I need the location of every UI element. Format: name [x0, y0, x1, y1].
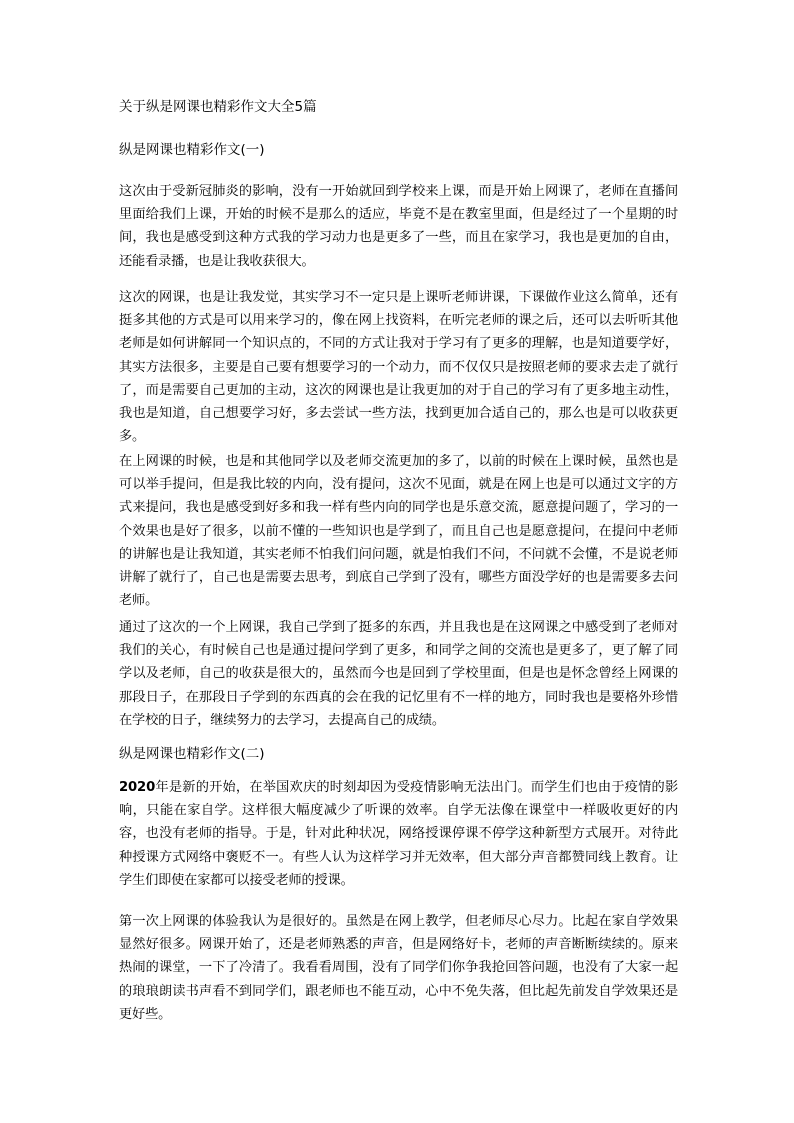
paragraph-1-4: 通过了这次的一个上网课，我自己学到了挺多的东西，并且我也是在这网课之中感受到了老师对我们的关心，有时候自己也是通过提问学到了更多，和同学之间的交流也是更多了，更了解了同学以及老师，自己的收获是很大的，虽然而今也是回到了学校里面，但是也是怀念曾经上网课的那段日子，在那段日子学到的东西真的会在我的记忆里有不一样的地方，同时我也是要格外珍惜在学校的日子，继续努力的去学习，去提高自己的成绩。	[119, 620, 678, 728]
paragraph-1-3: 在上网课的时候，也是和其他同学以及老师交流更加的多了，以前的时候在上课时候，虽然也是可以举手提问，但是我比较的内向，没有提问，这次不见面，就是在网上也是可以通过文字的方式来提问，我也是感受到好多和我一样有些内向的同学也是乐意交流，愿意提问题了，学习的一个效果也是好了很多，以前不懂的一些知识也是学到了，而且自己也是愿意提问，在提问中老师的讲解也是让我知道，其实老师不怕我们问问题，就是怕我们不问，不问就不会懂，不是说老师讲解了就行了，自己也是需要去思考，到底自己学到了没有，哪些方面没学好的也是需要多去问老师。	[119, 454, 678, 609]
paragraph-2-1-text: 年是新的开始，在举国欢庆的时刻却因为受疫情影响无法出门。而学生们也由于疫情的影响，只能在家自学。这样很大幅度减少了听课的效率。自学无法像在课堂中一样吸收更好的内容，也没有老师的指导。于是，针对此种状况，网络授课停课不停学这种新型方式展开。对待此种授课方式网络中褒贬不一。有些人认为这样学习并无效率，但大部分声音都赞同线上教育。让学生们即使在家都可以接受老师的授课。	[119, 780, 678, 888]
section-heading-2: 纵是网课也精彩作文(二)	[119, 746, 265, 762]
year-prefix: 2020	[119, 780, 156, 795]
document-title: 关于纵是网课也精彩作文大全5篇	[119, 99, 317, 115]
paragraph-2-2: 第一次上网课的体验我认为是很好的。虽然是在网上教学，但老师尽心尽力。比起在家自学效果显然好很多。网课开始了，还是老师熟悉的声音，但是网络好卡，老师的声音断断续续的。原来热闹的课堂，一下了冷清了。我看看周围，没有了同学们你争我抢回答问题，也没有了大家一起的琅琅朗读书声看不到同学们，跟老师也不能互动，心中不免失落，但比起先前发自学效果还是更好些。	[119, 914, 678, 1022]
paragraph-2-1	[119, 776, 678, 892]
paragraph-1-1: 这次由于受新冠肺炎的影响，没有一开始就回到学校来上课，而是开始上网课了，老师在直播间里面给我们上课，开始的时候不是那么的适应，毕竟不是在教室里面，但是经过了一个星期的时间，我也是感受到这种方式我的学习动力也是更多了一些，而且在家学习，我也是更加的自由，还能看录播，也是让我收获很大。	[119, 184, 678, 269]
section-heading-1: 纵是网课也精彩作文(一)	[119, 142, 265, 158]
paragraph-1-2: 这次的网课，也是让我发觉，其实学习不一定只是上课听老师讲课，下课做作业这么简单，还有挺多其他的方式是可以用来学习的，像在网上找资料，在听完老师的课之后，还可以去听听其他老师是如何讲解同一个知识点的，不同的方式让我对于学习有了更多的理解，也是知道要学好，其实方法很多，主要是自己要有想要学习的一个动力，而不仅仅只是按照老师的要求去走了就行了，而是需要自己更加的主动，这次的网课也是让我更加的对于自己的学习有了更多地主动性，我也是知道，自己想要学习好，多去尝试一些方法，找到更加合适自己的，那么也是可以收获更多。	[119, 290, 678, 445]
